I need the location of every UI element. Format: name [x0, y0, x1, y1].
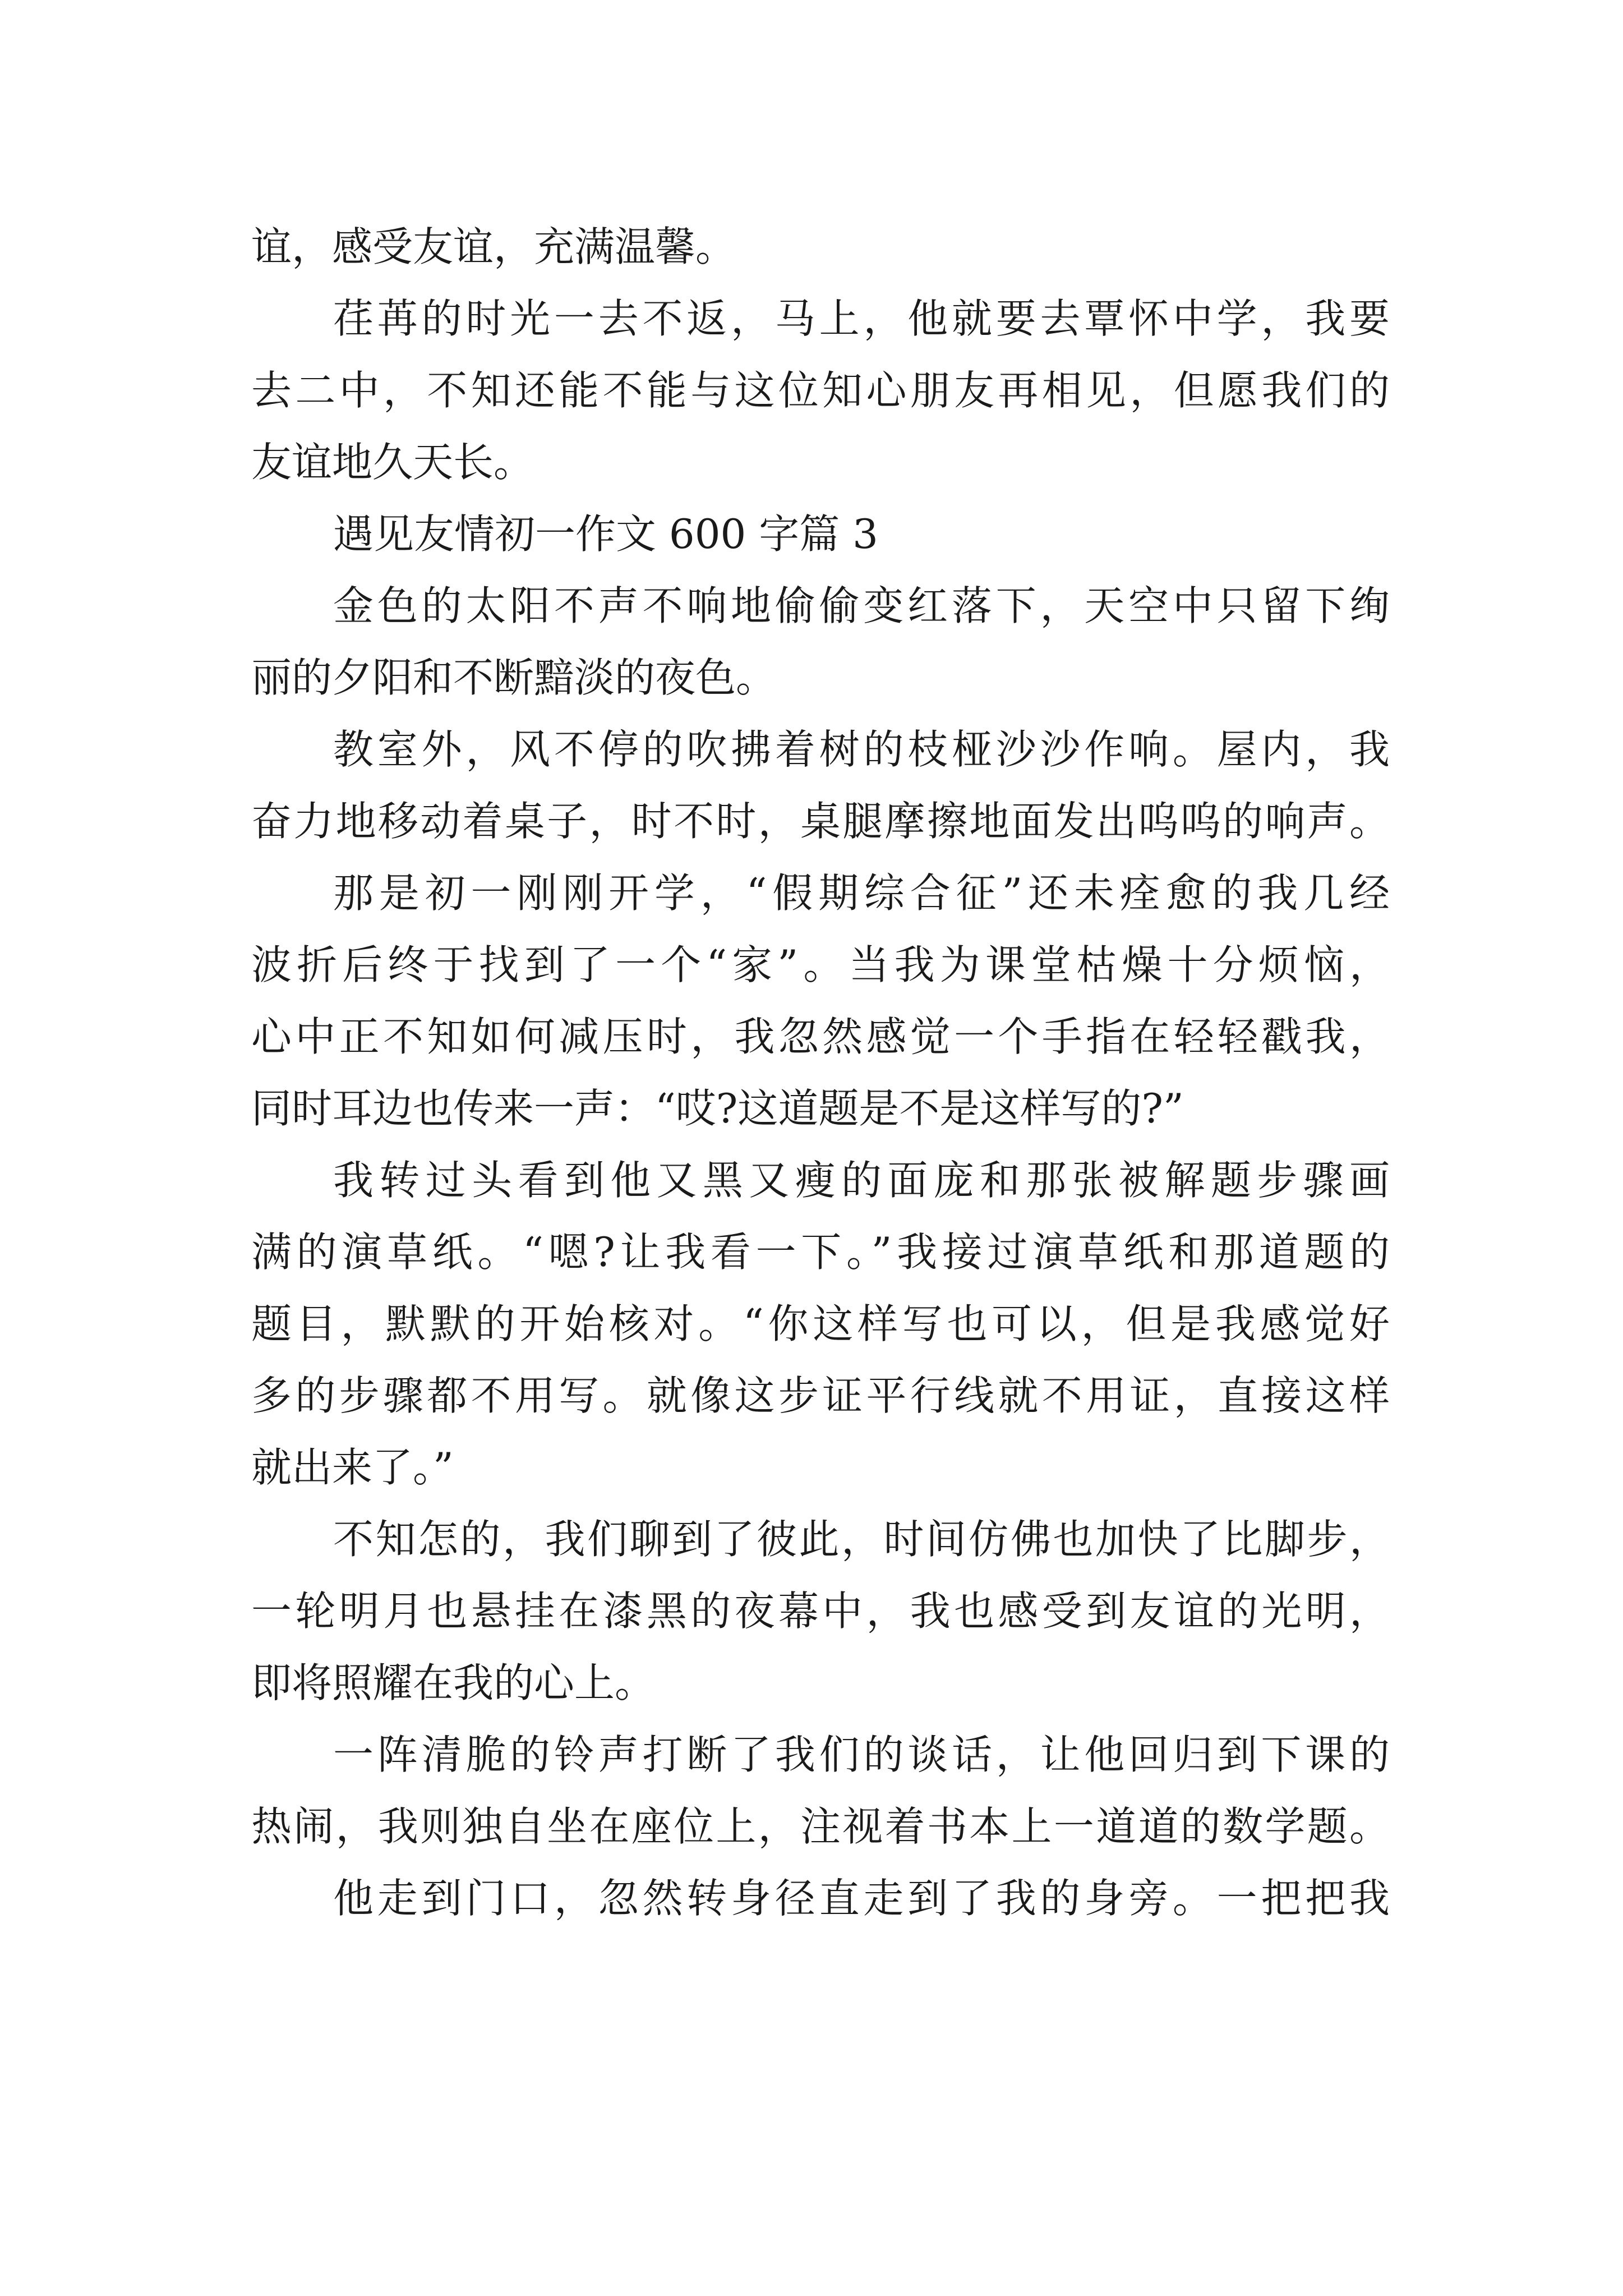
text-line: 热闹，我则独自坐在座位上，注视着书本上一道道的数学题。 — [251, 1803, 1390, 1850]
text-line: 友谊地久天长。 — [251, 439, 534, 486]
text-line: 波折后终于找到了一个“家”。当我为课堂枯燥十分烦恼， — [251, 941, 1390, 988]
paragraph-start-line: 他走到门口，忽然转身径直走到了我的身旁。一把把我 — [333, 1875, 1390, 1922]
paragraph-start-line: 荏苒的时光一去不返，马上，他就要去覃怀中学，我要 — [333, 295, 1390, 342]
text-line: 奋力地移动着桌子，时不时，桌腿摩擦地面发出呜呜的响声。 — [251, 798, 1390, 845]
text-line: 谊，感受友谊，充满温馨。 — [251, 223, 736, 270]
text-line: 心中正不知如何减压时，我忽然感觉一个手指在轻轻戳我， — [251, 1013, 1390, 1060]
text-line: 去二中，不知还能不能与这位知心朋友再相见，但愿我们的 — [251, 367, 1390, 414]
paragraph-start-line: 一阵清脆的铃声打断了我们的谈话，让他回归到下课的 — [333, 1731, 1390, 1778]
paragraph-start-line: 教室外，风不停的吹拂着树的枝桠沙沙作响。屋内，我 — [333, 726, 1390, 773]
paragraph-start-line: 金色的太阳不声不响地偷偷变红落下，天空中只留下绚 — [333, 582, 1390, 629]
document-body — [251, 211, 1390, 1934]
paragraph-start-line: 我转过头看到他又黑又瘦的面庞和那张被解题步骤画 — [333, 1157, 1390, 1204]
text-line: 满的演草纸。“嗯?让我看一下。”我接过演草纸和那道题的 — [251, 1228, 1390, 1276]
text-line: 同时耳边也传来一声：“哎?这道题是不是这样写的?” — [251, 1085, 1184, 1132]
text-line: 丽的夕阳和不断黯淡的夜色。 — [251, 654, 777, 701]
paragraph-start-line: 不知怎的，我们聊到了彼此，时间仿佛也加快了比脚步， — [333, 1516, 1390, 1563]
text-line: 就出来了。” — [251, 1444, 454, 1491]
text-line: 一轮明月也悬挂在漆黑的夜幕中，我也感受到友谊的光明， — [251, 1588, 1390, 1635]
text-line: 题目，默默的开始核对。“你这样写也可以，但是我感觉好 — [251, 1300, 1390, 1347]
text-line: 多的步骤都不用写。就像这步证平行线就不用证，直接这样 — [251, 1372, 1390, 1419]
section-heading: 遇见友情初一作文 600 字篇 3 — [333, 510, 878, 558]
text-line: 即将照耀在我的心上。 — [251, 1659, 656, 1706]
paragraph-start-line: 那是初一刚刚开学，“假期综合征”还未痊愈的我几经 — [333, 869, 1390, 917]
